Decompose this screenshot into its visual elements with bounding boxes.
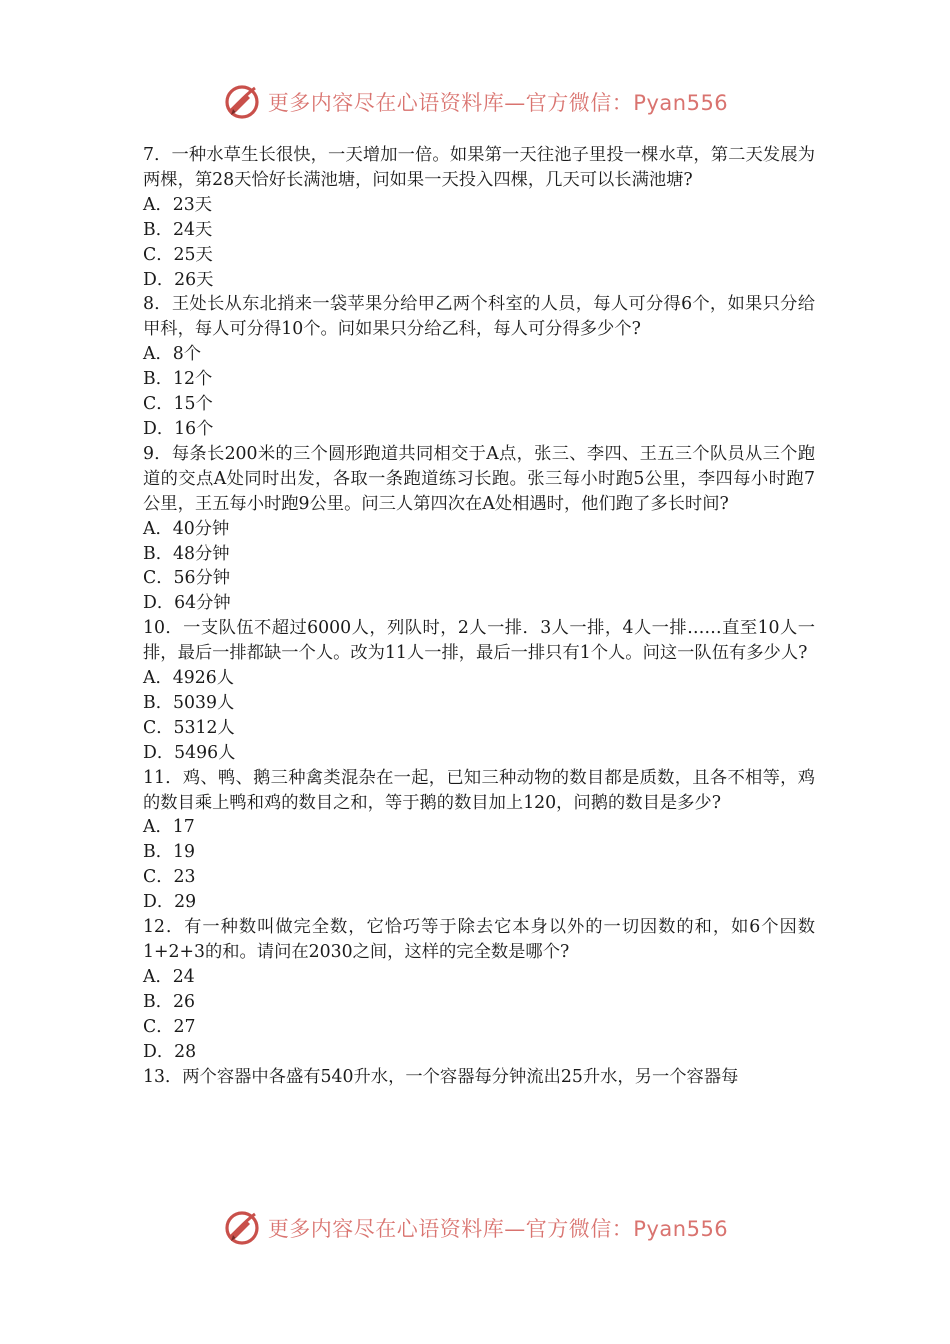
option-d: D．29 (143, 892, 197, 913)
option-a: A．8个 (143, 344, 202, 365)
option-d: D．5496人 (143, 742, 236, 763)
option-d: D．26天 (143, 269, 214, 290)
option-b: B．19 (143, 842, 195, 863)
option-a: A．23天 (143, 194, 213, 215)
question-text: 10．一支队伍不超过6000人，列队时，2人一排．3人一排，4人一排……直至10人一排，最后一排都缺一个人。改为11人一排，最后一排只有1个人。问这一队伍有多少人? (143, 618, 815, 664)
question-text: 9．每条长200米的三个圆形跑道共同相交于A点，张三、李四、王五三个队员从三个跑道的交点A处同时出发，各取一条跑道练习长跑。张三每小时跑5公里，李四每小时跑7公里，王五每小时跑9公里。问三人第四次在A处相遇时，他们跑了多长时间? (143, 443, 815, 514)
option-c: C．27 (143, 1016, 196, 1037)
option-b: B．5039人 (143, 692, 235, 713)
option-b: B．24天 (143, 219, 213, 240)
question-block (143, 616, 815, 765)
question-block (143, 1065, 815, 1090)
option-b: B．48分钟 (143, 543, 230, 564)
option-c: C．25天 (143, 244, 213, 265)
option-a: A．24 (143, 966, 195, 987)
question-text: 13．两个容器中各盛有540升水，一个容器每分钟流出25升水，另一个容器每 (143, 1066, 739, 1087)
pen-logo-icon (222, 1208, 262, 1248)
document-body (143, 143, 815, 1089)
option-d: D．28 (143, 1041, 197, 1062)
option-c: C．56分钟 (143, 568, 231, 589)
banner-text: 更多内容尽在心语资料库—官方微信：Pyan556 (267, 91, 729, 115)
option-c: C．15个 (143, 394, 213, 415)
footer-banner (0, 1206, 950, 1250)
option-c: C．5312人 (143, 717, 235, 738)
option-d: D．64分钟 (143, 593, 231, 614)
question-text: 8．王处长从东北捎来一袋苹果分给甲乙两个科室的人员，每人可分得6个，如果只分给甲科，每人可分得10个。问如果只分给乙科，每人可分得多少个? (143, 294, 815, 340)
question-text: 7．一种水草生长很快，一天增加一倍。如果第一天往池子里投一棵水草，第二天发展为两棵，第28天恰好长满池塘，问如果一天投入四棵，几天可以长满池塘? (143, 145, 815, 190)
question-block (143, 915, 815, 1064)
question-block (143, 766, 815, 915)
question-text: 12．有一种数叫做完全数，它恰巧等于除去它本身以外的一切因数的和，如6个因数1+2+3的和。请问在2030之间，这样的完全数是哪个? (143, 917, 815, 962)
option-c: C．23 (143, 867, 196, 888)
header-banner (0, 80, 950, 124)
question-block (143, 442, 815, 616)
question-block (143, 143, 815, 292)
option-a: A．4926人 (143, 668, 235, 689)
banner-text: 更多内容尽在心语资料库—官方微信：Pyan556 (267, 1217, 729, 1241)
option-a: A．17 (143, 817, 195, 838)
question-text: 11．鸡、鸭、鹅三种禽类混杂在一起，已知三种动物的数目都是质数，且各不相等，鸡的数目乘上鸭和鸡的数目之和，等于鹅的数目加上120，问鹅的数目是多少? (143, 767, 815, 813)
question-block (143, 292, 815, 441)
pen-logo-icon (222, 82, 262, 122)
option-a: A．40分钟 (143, 518, 230, 539)
option-d: D．16个 (143, 418, 214, 439)
option-b: B．26 (143, 991, 195, 1012)
option-b: B．12个 (143, 369, 213, 390)
